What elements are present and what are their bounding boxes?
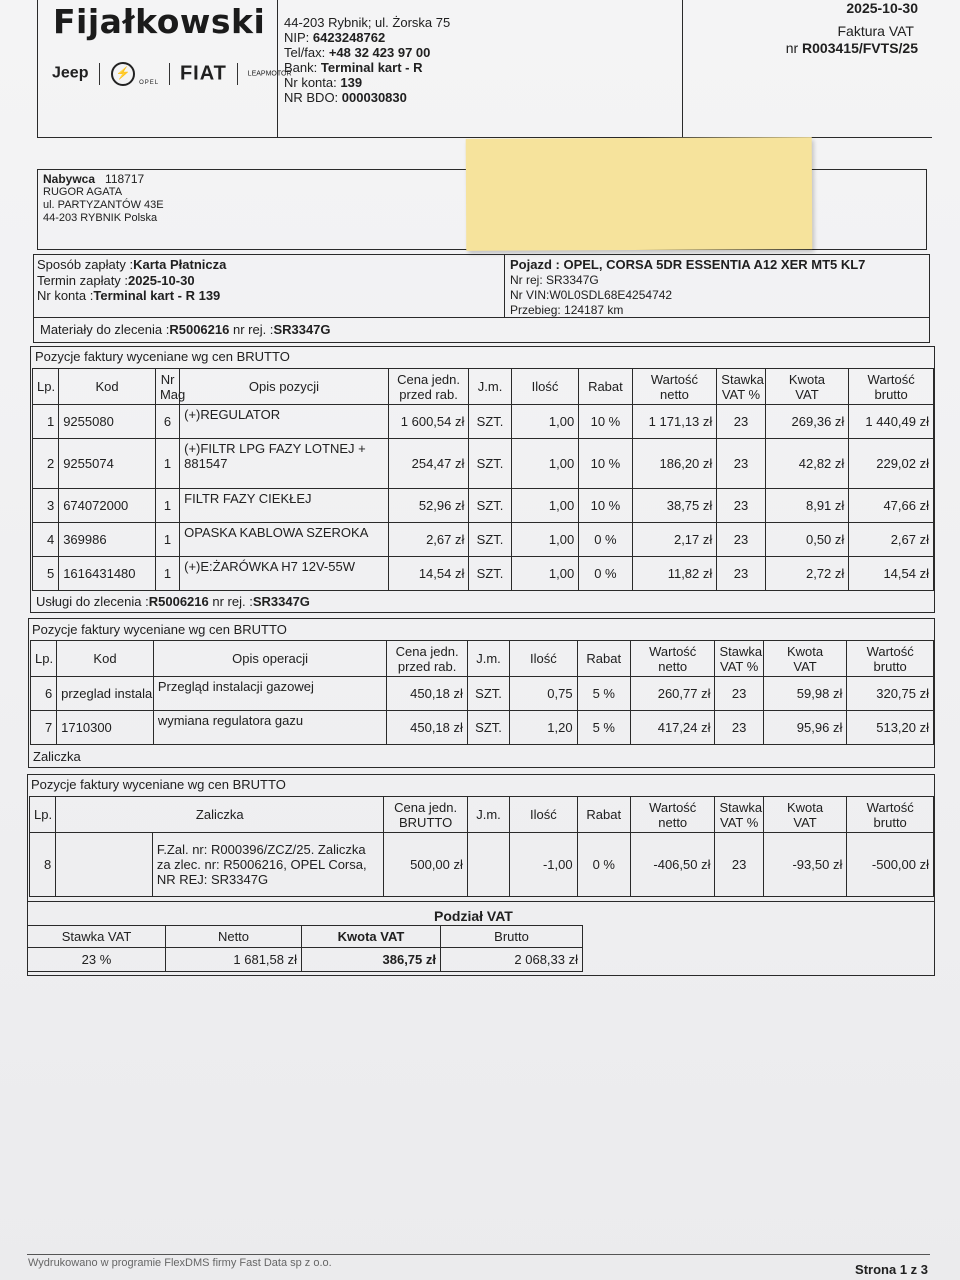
bank-label: Bank: <box>284 60 318 75</box>
table-cell: 23 <box>715 833 763 897</box>
table-cell: 23 <box>717 439 765 489</box>
vat-header-brutto: Brutto <box>441 926 583 948</box>
column-header: Wartość netto <box>630 797 715 833</box>
footer-page: Strona 1 z 3 <box>855 1262 928 1277</box>
column-header: Ilość <box>511 369 579 405</box>
services-label: Usługi do zlecenia : <box>36 594 149 609</box>
buyer-id: 118717 <box>105 172 145 186</box>
column-header: Kwota VAT <box>763 797 847 833</box>
invoice-date: 2025-10-30 <box>846 0 918 16</box>
company-tel <box>284 45 430 60</box>
table-cell: 1,00 <box>511 405 579 439</box>
table-cell: 14,54 zł <box>849 557 934 591</box>
invoice-title-box <box>682 0 932 138</box>
vat-brutto: 2 068,33 zł <box>441 948 583 972</box>
table-cell: 186,20 zł <box>632 439 717 489</box>
table-cell: 5 <box>33 557 59 591</box>
bank-value: Terminal kart - R <box>320 60 423 75</box>
bdo-label: NR BDO: <box>284 90 339 105</box>
table-cell: 9255080 <box>59 405 156 439</box>
table-cell: 14,54 zł <box>388 557 469 591</box>
vat-netto: 1 681,58 zł <box>166 948 302 972</box>
table-cell: 1 <box>155 523 179 557</box>
invoice-number <box>786 40 918 56</box>
table-cell: SZT. <box>469 439 511 489</box>
table-cell: 1,00 <box>511 557 579 591</box>
table-cell: 6 <box>155 405 179 439</box>
buyer-label: Nabywca <box>43 172 96 186</box>
table-cell: SZT. <box>467 677 509 711</box>
table-cell <box>467 833 509 897</box>
table-cell: 47,66 zł <box>849 489 934 523</box>
payment-account <box>37 288 220 303</box>
column-header: J.m. <box>467 641 509 677</box>
table-cell: 1 171,13 zł <box>632 405 717 439</box>
table-cell: 5 % <box>577 711 630 745</box>
vat-summary-title: Podział VAT <box>434 908 513 924</box>
table-row <box>31 711 934 745</box>
account-value: 139 <box>340 75 363 90</box>
table-cell: 6 <box>31 677 57 711</box>
table-cell: SZT. <box>467 711 509 745</box>
vat-kwota: 386,75 zł <box>302 948 441 972</box>
table-cell: 23 <box>715 711 763 745</box>
table-cell: 23 <box>717 557 765 591</box>
table-cell: 674072000 <box>59 489 156 523</box>
table-cell: 500,00 zł <box>384 833 468 897</box>
payment-method-value: Karta Płatnicza <box>133 257 227 272</box>
table-row <box>33 489 934 523</box>
opel-icon: ⚡ <box>111 62 135 86</box>
table-cell: (+)FILTR LPG FAZY LOTNEJ + 881547 <box>180 439 389 489</box>
table-cell: 0,50 zł <box>765 523 849 557</box>
column-header: Stawka VAT % <box>715 641 763 677</box>
vehicle-box <box>504 254 930 318</box>
table-cell: 450,18 zł <box>387 677 468 711</box>
column-header: Kod <box>57 641 154 677</box>
table-cell: 1,00 <box>511 439 579 489</box>
vehicle-reg: Nr rej: SR3347G <box>510 273 599 287</box>
company-logo: Fijałkowski <box>53 2 266 41</box>
vehicle-mileage: Przebieg: 124187 km <box>510 303 624 317</box>
buyer-street: ul. PARTYZANTÓW 43E <box>43 199 164 211</box>
table-cell: SZT. <box>469 523 511 557</box>
column-header: Wartość brutto <box>847 797 934 833</box>
table-cell: 10 % <box>579 439 632 489</box>
column-header: Kwota VAT <box>763 641 847 677</box>
table-cell: FILTR FAZY CIEKŁEJ <box>180 489 389 523</box>
column-header: Wartość netto <box>632 369 717 405</box>
table-header-row <box>33 369 934 405</box>
table-cell: 1 <box>155 489 179 523</box>
payment-account-label: Nr konta : <box>37 288 94 303</box>
column-header: Cena jedn. przed rab. <box>387 641 468 677</box>
payment-box <box>33 254 505 318</box>
table-cell: 254,47 zł <box>388 439 469 489</box>
table-cell: 320,75 zł <box>847 677 934 711</box>
payment-method-label: Sposób zapłaty : <box>37 257 134 272</box>
section1-title: Pozycje faktury wyceniane wg cen BRUTTO <box>35 349 290 364</box>
table-cell: 229,02 zł <box>849 439 934 489</box>
vat-summary-table <box>27 925 583 972</box>
zaliczka-label: Zaliczka <box>33 749 81 764</box>
table-cell: -1,00 <box>510 833 577 897</box>
nip-label: NIP: <box>284 30 310 45</box>
section2-table <box>30 640 934 745</box>
column-header: Cena jedn. BRUTTO <box>384 797 468 833</box>
tel-label: Tel/fax: <box>284 45 326 60</box>
table-cell: 1 <box>155 557 179 591</box>
column-header: Nr Mag <box>155 369 179 405</box>
table-cell: 5 % <box>577 677 630 711</box>
table-row <box>33 405 934 439</box>
table-cell: 2,72 zł <box>765 557 849 591</box>
column-header: Rabat <box>579 369 632 405</box>
column-header: Cena jedn. przed rab. <box>388 369 469 405</box>
table-row <box>30 833 934 897</box>
table-cell: 269,36 zł <box>765 405 849 439</box>
vat-rate: 23 % <box>28 948 166 972</box>
table-cell: (+)REGULATOR <box>180 405 389 439</box>
materials-reg: SR3347G <box>273 322 331 337</box>
table-cell: 10 % <box>579 405 632 439</box>
table-cell <box>56 833 153 897</box>
vat-header-rate: Stawka VAT <box>28 926 166 948</box>
materials-label: Materiały do zlecenia : <box>40 322 170 337</box>
vehicle-model-value: OPEL, CORSA 5DR ESSENTIA A12 XER MT5 KL7 <box>563 257 866 272</box>
table-cell: 369986 <box>59 523 156 557</box>
brand-divider-3 <box>237 63 238 85</box>
brand-leapmotor: LEAPMOTOR <box>247 70 292 78</box>
buyer-name: RUGOR AGATA <box>43 186 123 198</box>
company-bank <box>284 60 423 75</box>
company-address: 44-203 Rybnik; ul. Żorska 75 <box>284 15 451 30</box>
vehicle-vin: Nr VIN:W0L0SDL68E4254742 <box>510 288 673 302</box>
table-cell: 0 % <box>579 523 632 557</box>
table-cell: 11,82 zł <box>632 557 717 591</box>
table-cell: 1 600,54 zł <box>388 405 469 439</box>
column-header: Wartość brutto <box>849 369 934 405</box>
brand-divider <box>99 63 100 85</box>
tel-value: +48 32 423 97 00 <box>328 45 431 60</box>
table-cell: SZT. <box>469 489 511 523</box>
table-cell: Przegląd instalacji gazowej <box>153 677 387 711</box>
payment-term-value: 2025-10-30 <box>128 273 195 288</box>
footer-rule <box>27 1254 930 1255</box>
column-header: Lp. <box>30 797 56 833</box>
column-header: Rabat <box>577 641 630 677</box>
column-header: Ilość <box>510 641 577 677</box>
invoice-nr-label: nr <box>785 40 799 56</box>
column-header: Stawka VAT % <box>717 369 765 405</box>
table-cell: 8,91 zł <box>765 489 849 523</box>
table-cell: wymiana regulatora gazu <box>153 711 387 745</box>
services-order: R5006216 <box>148 594 209 609</box>
column-header: Stawka VAT % <box>715 797 763 833</box>
table-cell: 8 <box>30 833 56 897</box>
table-row <box>33 439 934 489</box>
column-header: Kod <box>59 369 156 405</box>
column-header: Wartość netto <box>630 641 715 677</box>
account-label: Nr konta: <box>284 75 337 90</box>
invoice-nr-value: R003415/FVTS/25 <box>802 40 918 56</box>
column-header: Opis operacji <box>153 641 387 677</box>
services-reg-label: nr rej. : <box>212 594 253 609</box>
column-header: Zaliczka <box>56 797 384 833</box>
brand-fiat: FIAT <box>179 62 227 85</box>
brand-jeep: Jeep <box>52 64 89 82</box>
company-info-box <box>277 0 683 138</box>
column-header: Ilość <box>510 797 577 833</box>
table-cell: 4 <box>33 523 59 557</box>
table-cell: 513,20 zł <box>847 711 934 745</box>
column-header: Kwota VAT <box>765 369 849 405</box>
buyer-city: 44-203 RYBNIK Polska <box>43 212 158 224</box>
buyer-header <box>43 172 144 186</box>
table-cell: 42,82 zł <box>765 439 849 489</box>
table-header-row <box>30 797 934 833</box>
table-cell: (+)E:ŻARÓWKA H7 12V-55W <box>180 557 389 591</box>
table-cell: OPASKA KABLOWA SZEROKA <box>180 523 389 557</box>
table-cell: 23 <box>717 405 765 439</box>
table-cell: F.Zal. nr: R000396/ZCZ/25. Zaliczka za zlec. nr: R5006216, OPEL Corsa, NR REJ: SR3347G <box>152 833 384 897</box>
table-cell: 95,96 zł <box>763 711 847 745</box>
column-header: J.m. <box>469 369 511 405</box>
materials-text <box>40 322 331 337</box>
materials-order: R5006216 <box>169 322 230 337</box>
table-row <box>31 677 934 711</box>
table-cell: 2 <box>33 439 59 489</box>
section2-title: Pozycje faktury wyceniane wg cen BRUTTO <box>32 622 287 637</box>
payment-method <box>37 257 226 272</box>
section1-table <box>32 368 934 591</box>
table-row <box>33 523 934 557</box>
column-header: Rabat <box>577 797 630 833</box>
table-cell: 23 <box>715 677 763 711</box>
services-line <box>36 594 310 609</box>
table-cell: 1 <box>155 439 179 489</box>
table-cell: 1,20 <box>510 711 577 745</box>
table-cell: 7 <box>31 711 57 745</box>
table-cell: 23 <box>717 489 765 523</box>
table-cell: 1,00 <box>511 489 579 523</box>
table-cell: -500,00 zł <box>847 833 934 897</box>
table-cell: 1710300 <box>57 711 154 745</box>
payment-term-label: Termin zapłaty : <box>37 273 129 288</box>
vat-header-kwota: Kwota VAT <box>302 926 441 948</box>
brand-divider-2 <box>169 63 170 85</box>
table-cell: 10 % <box>579 489 632 523</box>
table-cell: 38,75 zł <box>632 489 717 523</box>
table-cell: 1,00 <box>511 523 579 557</box>
table-cell: 0 % <box>577 833 630 897</box>
table-cell: 59,98 zł <box>763 677 847 711</box>
table-cell: 1616431480 <box>59 557 156 591</box>
table-cell: 1 440,49 zł <box>849 405 934 439</box>
vat-header-netto: Netto <box>166 926 302 948</box>
table-cell: 450,18 zł <box>387 711 468 745</box>
column-header: Wartość brutto <box>847 641 934 677</box>
table-cell: 0,75 <box>510 677 577 711</box>
column-header: Lp. <box>31 641 57 677</box>
table-cell: 260,77 zł <box>630 677 715 711</box>
company-logo-box <box>37 0 292 138</box>
table-cell: -93,50 zł <box>763 833 847 897</box>
table-cell: przeglad instala <box>57 677 154 711</box>
column-header: J.m. <box>467 797 509 833</box>
table-cell: 2,67 zł <box>849 523 934 557</box>
table-cell: 0 % <box>579 557 632 591</box>
company-account <box>284 75 362 90</box>
table-cell: 52,96 zł <box>388 489 469 523</box>
payment-term <box>37 273 195 288</box>
footer-printed: Wydrukowano w programie FlexDMS firmy Fast Data sp z o.o. <box>28 1257 332 1269</box>
nip-value: 6423248762 <box>312 30 386 45</box>
table-cell: 2,67 zł <box>388 523 469 557</box>
vehicle-label: Pojazd : <box>510 257 560 272</box>
section3-title: Pozycje faktury wyceniane wg cen BRUTTO <box>31 777 286 792</box>
materials-line <box>33 317 930 343</box>
materials-reg-label: nr rej. : <box>232 322 274 337</box>
table-cell: SZT. <box>469 557 511 591</box>
table-row <box>33 557 934 591</box>
table-cell: 3 <box>33 489 59 523</box>
section3-table <box>29 796 934 897</box>
table-cell: 9255074 <box>59 439 156 489</box>
vehicle-model <box>510 257 865 272</box>
brand-opel: OPEL <box>139 80 160 86</box>
table-header-row <box>31 641 934 677</box>
company-bdo <box>284 90 407 105</box>
table-cell: 1 <box>33 405 59 439</box>
brand-logos <box>52 62 292 86</box>
table-cell: 417,24 zł <box>630 711 715 745</box>
sticky-note <box>466 137 813 251</box>
column-header: Lp. <box>33 369 59 405</box>
column-header: Opis pozycji <box>180 369 389 405</box>
table-cell: SZT. <box>469 405 511 439</box>
services-reg: SR3347G <box>252 594 310 609</box>
table-cell: 2,17 zł <box>632 523 717 557</box>
payment-account-value: Terminal kart - R 139 <box>93 288 221 303</box>
table-cell: -406,50 zł <box>630 833 715 897</box>
company-nip <box>284 30 385 45</box>
invoice-type: Faktura VAT <box>837 23 914 39</box>
table-cell: 23 <box>717 523 765 557</box>
bdo-value: 000030830 <box>341 90 407 105</box>
